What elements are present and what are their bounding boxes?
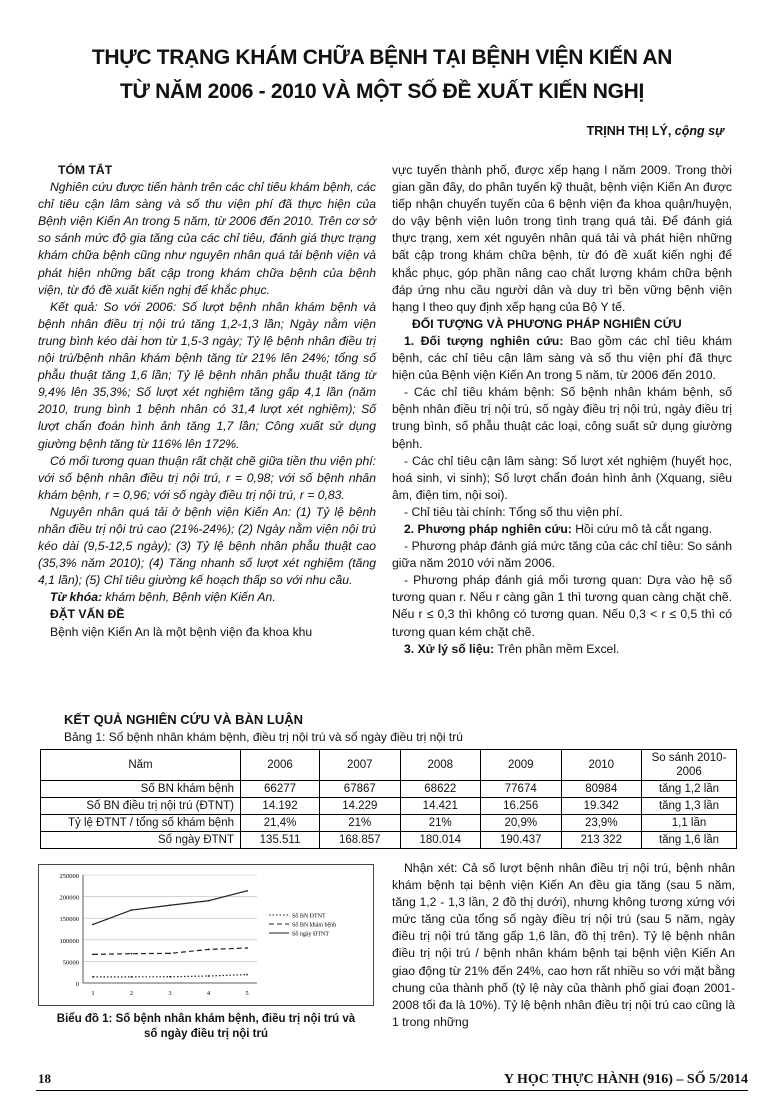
chart-caption-line2: số ngày điều trị nội trú — [144, 1028, 268, 1040]
table-header: 2010 — [561, 750, 642, 781]
table-row — [41, 832, 737, 849]
footer-rule — [36, 1090, 748, 1091]
table-cell: 20,9% — [481, 815, 561, 832]
methods-item-c: - Chỉ tiêu tài chính: Tổng số thu viện phí. — [404, 504, 623, 519]
table-header: 2008 — [400, 750, 480, 781]
y-tick-label: 100000 — [59, 937, 79, 945]
table-cell: 21% — [320, 815, 400, 832]
table-cell: 190.437 — [481, 832, 561, 849]
table-cell: 180.014 — [400, 832, 480, 849]
methods-item-d: - Phương pháp đánh giá mức tăng của các chỉ tiêu: So sánh giữa năm 2010 với năm 2006. — [392, 539, 732, 571]
x-tick-label: 2 — [129, 990, 134, 997]
table-cell: Số BN khám bệnh — [41, 781, 241, 798]
table-cell: 1,1 lần — [642, 815, 737, 832]
table-cell: Tỷ lệ ĐTNT / tổng số khám bệnh — [41, 815, 241, 832]
table-header-row — [41, 750, 737, 781]
legend-label: Số ngày ĐTNT — [292, 931, 329, 938]
data-point — [131, 909, 133, 911]
table-cell: tăng 1,3 lần — [642, 798, 737, 815]
x-tick-label: 1 — [91, 990, 95, 997]
table-cell: 14.421 — [400, 798, 480, 815]
journal-footer: Y HỌC THỰC HÀNH (916) – SỐ 5/2014 — [503, 1072, 748, 1087]
methods-design-text: Hồi cứu mô tả cắt ngang. — [571, 521, 713, 536]
table-cell: tăng 1,2 lần — [642, 781, 737, 798]
table-cell: 67867 — [320, 781, 400, 798]
data-point — [208, 949, 210, 951]
table-header: Năm — [41, 750, 241, 781]
legend-label: Số BN ĐTNT — [292, 913, 326, 920]
summary-paragraph-2: Kết quả: So với 2006: Số lượt bệnh nhân khám bệnh và bệnh nhân điều trị nội trú tăng 1,2-1,3 lần; Ngày nằm viện trung bình kéo dài hơn từ 1,5-3 ngày; Tỷ lệ bệnh nhân điều trị nội trú/bệnh nhân khám bệnh tăng từ 21% lên 24%; tổng số phẫu thuật tăng 1,6 lần; Tỷ lệ bệnh nhân phẫu thuật tăng từ 9,4% lên 35,3%; Số lượt xét nghiệm tăng gấp 4,1 lần (năm 2010, trung bình 1 bệnh nhân có 31,4 lượt xét nghiệm); Số lượt chẩn đoán hình ảnh tăng 1,7 lần; Công xuất sử dụng giường bệnh tăng từ 116% lên 172%. — [38, 299, 376, 451]
y-tick-label: 50000 — [62, 959, 79, 967]
author-name: TRỊNH THỊ LÝ, — [586, 124, 672, 138]
line-chart — [38, 864, 374, 1006]
page-number: 18 — [38, 1071, 51, 1086]
table-caption: Bảng 1: Số bệnh nhân khám bệnh, điều trị nội trú và số ngày điều trị nội trú — [64, 730, 463, 744]
x-tick-label: 3 — [168, 990, 172, 997]
methods-item-b: - Các chỉ tiêu cận lâm sàng: Số lượt xét nghiệm (huyết học, hoá sinh, vi sinh); Số lượt chẩn đoán hình ảnh (Xquang, siêu âm, điện tim, nội soi). — [392, 453, 732, 502]
x-tick-label: 4 — [206, 990, 211, 997]
methods-design-label: 2. Phương pháp nghiên cứu: — [404, 521, 572, 536]
methods-item-a: - Các chỉ tiêu khám bệnh: Số bệnh nhân khám bệnh, số bệnh nhân điều trị nội trú, số ngày điều trị nội trú, ngày điều trị trung bình, số phẫu thuật các loại, công suất sử dụng giường bệnh. — [392, 385, 732, 451]
comment-column — [392, 860, 735, 1031]
table-cell: Số BN điều trị nội trú (ĐTNT) — [41, 798, 241, 815]
data-point — [92, 953, 94, 955]
chart-caption — [34, 1012, 378, 1042]
author-suffix: cộng sự — [671, 124, 724, 138]
article-title-line1: THỰC TRẠNG KHÁM CHỮA BỆNH TẠI BỆNH VIỆN KIẾN AN — [91, 46, 673, 69]
data-point — [246, 947, 248, 949]
data-point — [246, 974, 248, 976]
y-tick-label: 0 — [75, 981, 79, 988]
methods-processing-text: Trên phần mềm Excel. — [494, 641, 620, 656]
methods-processing-label: 3. Xử lý số liệu: — [404, 641, 495, 656]
summary-paragraph-1: Nghiên cứu được tiến hành trên các chỉ tiêu khám bệnh, các chỉ tiêu cận lâm sàng và số thu viện phí đã thực hiện của Bệnh viện Kiến An trong 5 năm, từ 2006 đến 2010. Trên cơ sở so sánh mức độ gia tăng của các chỉ tiêu, đánh giá thực trạng khám chữa bệnh cũng như nguyên nhân quá tải bệnh viện và phát hiện những bất cập trong khám chữa bệnh của bệnh viện, từ đó đề xuất kiến nghị để khắc phục. — [38, 180, 376, 297]
keywords — [38, 589, 376, 606]
table-cell: 66277 — [241, 781, 320, 798]
author-line — [587, 124, 724, 138]
table-row — [41, 815, 737, 832]
data-point — [208, 900, 210, 902]
methods-subjects — [392, 333, 732, 384]
data-point — [131, 953, 133, 955]
series-line — [93, 891, 247, 925]
y-tick-label: 200000 — [59, 894, 79, 902]
chart-svg — [39, 865, 373, 1005]
y-tick-label: 250000 — [59, 873, 79, 880]
intro-continuation: vực tuyến thành phố, được xếp hạng I năm 2009. Trong thời gian gần đây, do phân tuyến kỹ thuật, bệnh viện Kiến An được tiếp nhận chuyển tuyến của 6 bệnh viện đa khoa quận/huyện, do vậy bệnh viện luôn trong tình trạng quá tải. Để đánh giá thực trạng, xem xét nguyên nhân quá tải và phát hiện những bất cập trong khám chữa bệnh, từ đó đề xuất kiến nghị để khắc phục, góp phần nâng cao chất lượng khám chữa bệnh đáp ứng nhu cầu người dân và duy trì bền vững bệnh viện hạng I theo quy định xếp hạng của Bộ Y tế. — [392, 163, 732, 314]
summary-paragraph-3: Có mối tương quan thuận rất chặt chẽ giữa tiền thu viện phí: với số bệnh nhân điều trị nội trú, r = 0,98; với số bệnh nhân khám bệnh, r = 0,96; với số ngày điều trị nội trú, r = 0,83. — [38, 453, 376, 502]
methods-processing — [392, 641, 732, 658]
data-point — [169, 952, 171, 954]
table-cell: 19.342 — [561, 798, 642, 815]
table-header: So sánh 2010-2006 — [642, 750, 737, 781]
data-point — [92, 976, 94, 978]
article-title-line2: TỪ NĂM 2006 - 2010 VÀ MỘT SỐ ĐỀ XUẤT KIẾN NGHỊ — [119, 80, 645, 103]
x-tick-label: 5 — [245, 990, 249, 997]
chart-caption-line1: Biểu đồ 1: Số bệnh nhân khám bệnh, điều trị nội trú và — [56, 1013, 356, 1025]
table-cell: 135.511 — [241, 832, 320, 849]
table-header: 2009 — [481, 750, 561, 781]
table-cell: 23,9% — [561, 815, 642, 832]
data-point — [169, 976, 171, 978]
results-heading: KẾT QUẢ NGHIÊN CỨU VÀ BÀN LUẬN — [64, 712, 304, 727]
data-point — [131, 976, 133, 978]
table-cell: 168.857 — [320, 832, 400, 849]
methods-subjects-label: 1. Đối tượng nghiên cứu: — [404, 333, 564, 348]
left-column — [38, 162, 376, 641]
table-cell: 16.256 — [481, 798, 561, 815]
summary-heading: TÓM TẮT — [58, 163, 113, 177]
results-table — [40, 749, 737, 849]
table-cell: tăng 1,6 lần — [642, 832, 737, 849]
methods-item-e: - Phương pháp đánh giá mối tương quan: Dựa vào hệ số tương quan r. Nếu r càng gần 1 thì tương quan càng chặt chẽ. Nếu r ≤ 0,3 thì không có tương quan. Nếu 0,3 < r ≤ 0,5 thì có tương quan kém chặt chẽ. — [392, 573, 732, 639]
keywords-text: khám bệnh, Bệnh viện Kiến An. — [102, 590, 276, 605]
data-point — [169, 904, 171, 906]
methods-subjects-text: Bao gồm các chỉ tiêu khám bệnh, các chỉ tiêu cận lâm sàng và số thu viện phí đã thực hiện của Bệnh viện Kiến An trong 5 năm, từ 2006 đến 2010. — [392, 333, 733, 383]
table-cell: 14.192 — [241, 798, 320, 815]
data-point — [246, 890, 248, 892]
data-point — [208, 975, 210, 977]
comment-paragraph: Nhận xét: Cả số lượt bệnh nhân điều trị nội trú, bệnh nhân khám bệnh tại bệnh viện Kiến An đều gia tăng (sau 5 năm, tăng 1,2 - 1,3 lần, 2 đồ thị dưới), nhưng không tương xứng với mức tăng của tổng số ngày điều trị nội trú (sau 5 năm, ngày điều trị nội trú tăng gấp 1,6 lần, đồ thị trên). Tỷ lệ bệnh nhân điều trị nội trú / bệnh nhân khám bệnh tại bệnh viện Kiến An giao động từ 21% đến 24%, cao hơn rất nhiều so với mặt bằng chung của thành phố (tỷ lệ này của thành phố giai đoạn 2001-2008 tối đa là 10%). Tỷ lệ bệnh nhân điều trị nội trú cao cũng là 1 trong những — [392, 861, 735, 1029]
keywords-label: Từ khóa: — [50, 590, 103, 605]
intro-paragraph: Bệnh viện Kiến An là một bệnh viện đa khoa khu — [50, 624, 313, 639]
right-column — [392, 162, 732, 658]
data-point — [92, 924, 94, 926]
table-cell: 21% — [400, 815, 480, 832]
table-cell: 77674 — [481, 781, 561, 798]
summary-paragraph-4: Nguyên nhân quá tải ở bệnh viện Kiến An: (1) Tỷ lệ bệnh nhân điều trị nội trú cao (21%-24%); (2) Ngày nằm viện nội trú kéo dài (9,5-12,5 ngày); (3) Tỷ lệ bệnh nhân phẫu thuật cao (35,3% năm 2010); (4) Tăng nhanh số lượt xét nghiệm (tăng 4,1 lần); (5) Chỉ tiêu giường kế hoạch thấp so với nhu cầu. — [38, 504, 376, 588]
table-cell: 21,4% — [241, 815, 320, 832]
intro-heading: ĐẶT VẤN ĐỀ — [50, 607, 125, 622]
methods-design — [392, 521, 732, 538]
table-header: 2006 — [241, 750, 320, 781]
y-tick-label: 150000 — [59, 916, 79, 924]
table-cell: 14.229 — [320, 798, 400, 815]
legend-label: Số BN khám bệnh — [292, 922, 337, 929]
table-cell: 80984 — [561, 781, 642, 798]
table-row — [41, 781, 737, 798]
table-header: 2007 — [320, 750, 400, 781]
table-cell: 68622 — [400, 781, 480, 798]
table-row — [41, 798, 737, 815]
table-cell: Số ngày ĐTNT — [41, 832, 241, 849]
methods-heading: ĐỐI TƯỢNG VÀ PHƯƠNG PHÁP NGHIÊN CỨU — [412, 316, 682, 331]
table-cell: 213 322 — [561, 832, 642, 849]
